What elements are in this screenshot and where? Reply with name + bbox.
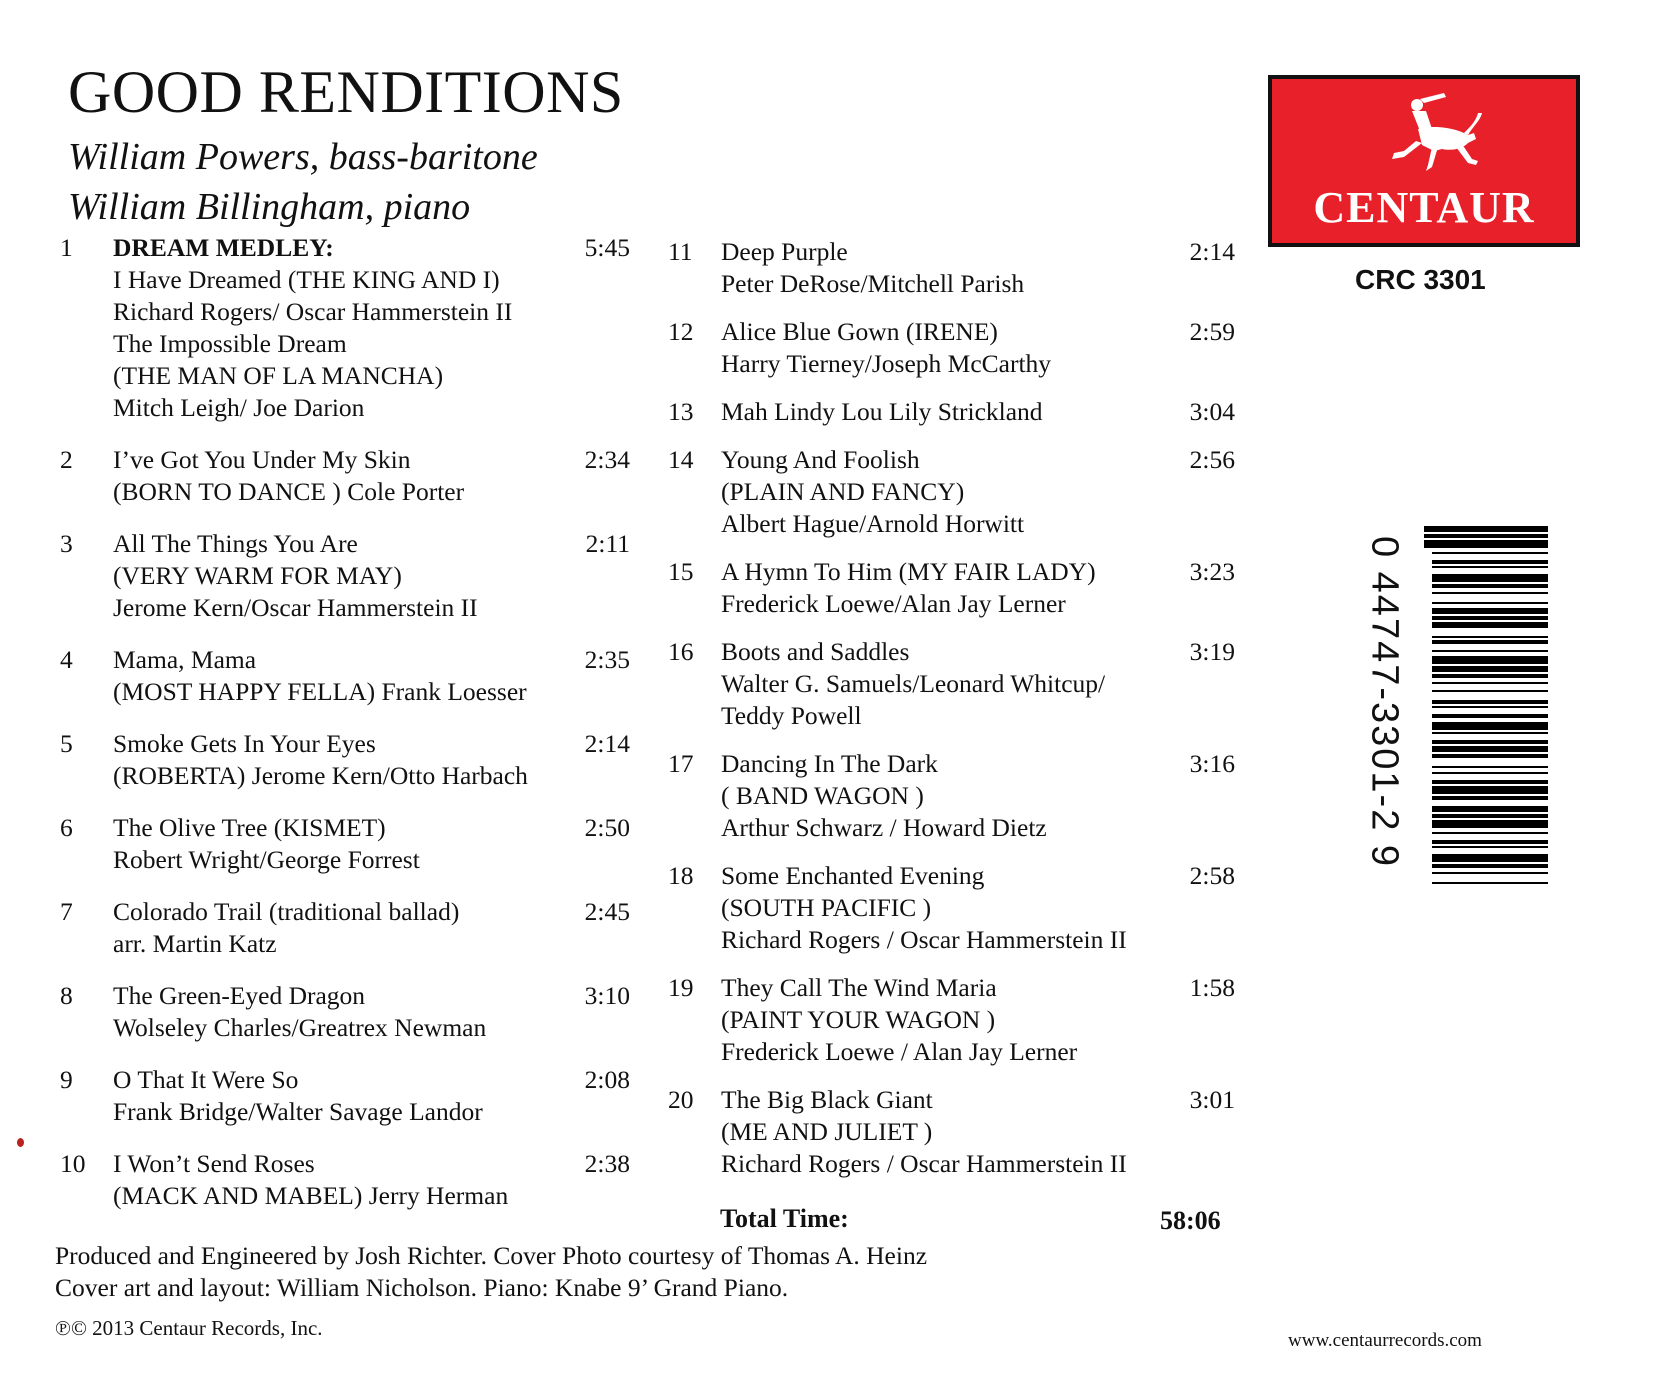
barcode-bar [1432, 772, 1548, 774]
barcode-bar [1432, 560, 1548, 564]
track-line: Richard Rogers / Oscar Hammerstein II [721, 1149, 1127, 1178]
track-number: 3 [60, 529, 73, 558]
track-description [113, 980, 486, 1044]
track-line: (VERY WARM FOR MAY) [113, 561, 402, 590]
track-line: (ROBERTA) Jerome Kern/Otto Harbach [113, 761, 528, 790]
track-time: 2:38 [584, 1149, 630, 1178]
track-time: 2:34 [584, 445, 630, 474]
track-time: 2:59 [1189, 317, 1235, 346]
barcode-bar [1432, 690, 1548, 692]
performer-line-1: William Powers, bass-baritone [68, 136, 538, 178]
track-line: arr. Martin Katz [113, 929, 277, 958]
track-description [721, 860, 1127, 956]
track-line: (BORN TO DANCE ) Cole Porter [113, 477, 465, 506]
track-time: 2:56 [1189, 445, 1235, 474]
track-line: The Impossible Dream [113, 329, 347, 358]
barcode-bar [1432, 714, 1548, 718]
barcode-bar [1432, 674, 1548, 678]
track-line: Mitch Leigh/ Joe Darion [113, 393, 365, 422]
track-line: Mah Lindy Lou Lily Strickland [721, 397, 1043, 426]
track-description [113, 444, 464, 508]
barcode-bar [1432, 622, 1548, 628]
track-line: (ME AND JULIET ) [721, 1117, 933, 1146]
track-line: ( BAND WAGON ) [721, 781, 924, 810]
barcode-bar [1432, 766, 1548, 768]
credits-line-1: Produced and Engineered by Josh Richter. Cover Photo courtesy of Thomas A. Heinz [55, 1241, 928, 1270]
barcode-bar [1432, 700, 1548, 704]
track-line: All The Things You Are [113, 529, 358, 558]
track-number: 2 [60, 445, 73, 474]
track-description [721, 1084, 1127, 1180]
track-line: Peter DeRose/Mitchell Parish [721, 269, 1025, 298]
total-time-label: Total Time: [720, 1204, 849, 1233]
total-time-value: 58:06 [1160, 1206, 1221, 1235]
track-number: 14 [668, 445, 694, 474]
track-number: 7 [60, 897, 73, 926]
barcode-bar [1432, 636, 1548, 638]
barcode-bar [1432, 566, 1548, 568]
credits-line-2: Cover art and layout: William Nicholson. Piano: Knabe 9’ Grand Piano. [55, 1273, 789, 1302]
track-line: The Big Black Giant [721, 1085, 933, 1114]
track-line: (SOUTH PACIFIC ) [721, 893, 932, 922]
track-line: Walter G. Samuels/Leonard Whitcup/ [721, 669, 1106, 698]
copyright: ℗© 2013 Centaur Records, Inc. [55, 1316, 323, 1340]
track-time: 3:10 [584, 981, 630, 1010]
barcode-bar [1432, 840, 1548, 844]
track-time: 2:11 [585, 529, 630, 558]
barcode [1424, 526, 1548, 886]
barcode-bar [1432, 608, 1548, 614]
barcode-bar [1432, 796, 1548, 800]
track-time: 5:45 [584, 233, 630, 262]
track-time: 3:16 [1189, 749, 1235, 778]
barcode-digits-text: 0 44747-3301-2 9 [1363, 535, 1406, 869]
barcode-bar [1432, 786, 1548, 794]
track-line: Robert Wright/George Forrest [113, 845, 420, 874]
barcode-bar [1432, 864, 1548, 868]
track-line: The Green-Eyed Dragon [113, 981, 366, 1010]
track-number: 16 [668, 637, 694, 666]
track-line: I Won’t Send Roses [113, 1149, 315, 1178]
performer-line-2: William Billingham, piano [68, 186, 471, 228]
track-line: I’ve Got You Under My Skin [113, 445, 411, 474]
track-line: Frederick Loewe / Alan Jay Lerner [721, 1037, 1078, 1066]
barcode-bar [1432, 592, 1548, 594]
track-time: 1:58 [1189, 973, 1235, 1002]
barcode-bar [1432, 722, 1548, 730]
track-line: Smoke Gets In Your Eyes [113, 729, 376, 758]
barcode-bar [1432, 552, 1548, 554]
track-description [113, 728, 528, 792]
track-line: Deep Purple [721, 237, 848, 266]
barcode-bar [1424, 526, 1548, 532]
track-number: 17 [668, 749, 694, 778]
track-line: Jerome Kern/Oscar Hammerstein II [113, 593, 478, 622]
track-description [113, 232, 512, 424]
track-description [113, 1148, 508, 1212]
track-line: Some Enchanted Evening [721, 861, 985, 890]
track-line: (MOST HAPPY FELLA) Frank Loesser [113, 677, 527, 706]
track-number: 6 [60, 813, 73, 842]
track-line: They Call The Wind Maria [721, 973, 997, 1002]
track-description [113, 1064, 483, 1128]
barcode-bar [1432, 832, 1548, 834]
track-line: DREAM MEDLEY: [113, 233, 334, 262]
barcode-bar [1432, 682, 1548, 684]
barcode-bar [1432, 820, 1548, 828]
track-line: Dancing In The Dark [721, 749, 938, 778]
track-description [721, 236, 1024, 300]
barcode-bar [1432, 746, 1548, 752]
track-number: 5 [60, 729, 73, 758]
website: www.centaurrecords.com [1288, 1330, 1482, 1351]
track-line: Alice Blue Gown (IRENE) [721, 317, 998, 346]
track-line: Frederick Loewe/Alan Jay Lerner [721, 589, 1066, 618]
barcode-bar [1432, 640, 1548, 644]
track-line: Harry Tierney/Joseph McCarthy [721, 349, 1052, 378]
barcode-bar [1432, 656, 1548, 664]
track-line: Colorado Trail (traditional ballad) [113, 897, 460, 926]
track-time: 2:08 [584, 1065, 630, 1094]
track-description [721, 972, 1077, 1068]
barcode-bar [1432, 602, 1548, 604]
track-description [721, 396, 1043, 428]
track-description [113, 896, 459, 960]
track-description [721, 636, 1105, 732]
track-line: (PLAIN AND FANCY) [721, 477, 965, 506]
catalog-number: CRC 3301 [1355, 264, 1486, 295]
barcode-bar [1432, 780, 1548, 784]
track-time: 3:01 [1189, 1085, 1235, 1114]
track-line: O That It Were So [113, 1065, 299, 1094]
track-number: 8 [60, 981, 73, 1010]
track-time: 2:35 [584, 645, 630, 674]
barcode-bar [1432, 666, 1548, 672]
track-number: 18 [668, 861, 694, 890]
track-line: (PAINT YOUR WAGON ) [721, 1005, 996, 1034]
barcode-digits [1364, 492, 1404, 912]
barcode-bar [1432, 574, 1548, 582]
track-time: 2:50 [584, 813, 630, 842]
track-number: 11 [668, 237, 693, 266]
track-line: Richard Rogers / Oscar Hammerstein II [721, 925, 1127, 954]
barcode-bar [1432, 854, 1548, 862]
logo-wordmark: CENTAUR [1313, 183, 1535, 232]
track-number: 4 [60, 645, 73, 674]
track-line: Teddy Powell [721, 701, 862, 730]
barcode-bar [1424, 534, 1548, 538]
barcode-bar [1432, 754, 1548, 758]
track-line: Albert Hague/Arnold Horwitt [721, 509, 1025, 538]
barcode-bar [1432, 846, 1548, 848]
track-line: The Olive Tree (KISMET) [113, 813, 386, 842]
track-line: Richard Rogers/ Oscar Hammerstein II [113, 297, 513, 326]
track-number: 10 [60, 1149, 86, 1178]
barcode-bar [1432, 584, 1548, 588]
barcode-bar [1432, 706, 1548, 708]
track-time: 2:14 [584, 729, 630, 758]
barcode-bar [1432, 650, 1548, 652]
track-time: 2:14 [1189, 237, 1235, 266]
track-line: Wolseley Charles/Greatrex Newman [113, 1013, 487, 1042]
barcode-bar [1432, 806, 1548, 812]
track-time: 3:19 [1189, 637, 1235, 666]
track-time: 3:04 [1189, 397, 1235, 426]
track-line: I Have Dreamed (THE KING AND I) [113, 265, 500, 294]
track-line: A Hymn To Him (MY FAIR LADY) [721, 557, 1096, 586]
centaur-logo [1268, 75, 1580, 247]
track-number: 20 [668, 1085, 694, 1114]
barcode-bar [1432, 882, 1548, 884]
track-number: 9 [60, 1065, 73, 1094]
track-description [721, 316, 1051, 380]
track-number: 12 [668, 317, 694, 346]
track-number: 15 [668, 557, 694, 586]
track-line: Young And Foolish [721, 445, 920, 474]
track-line: (THE MAN OF LA MANCHA) [113, 361, 444, 390]
track-number: 1 [60, 233, 73, 262]
track-line: (MACK AND MABEL) Jerry Herman [113, 1181, 509, 1210]
track-line: Arthur Schwarz / Howard Dietz [721, 813, 1047, 842]
track-line: Frank Bridge/Walter Savage Landor [113, 1097, 483, 1126]
track-description [721, 556, 1096, 620]
track-number: 19 [668, 973, 694, 1002]
track-line: Mama, Mama [113, 645, 257, 674]
track-time: 2:45 [584, 897, 630, 926]
track-description [113, 528, 478, 624]
album-title: GOOD RENDITIONS [68, 59, 624, 125]
credits [55, 1240, 927, 1304]
track-description [113, 644, 527, 708]
track-description [721, 748, 1047, 844]
barcode-bar [1432, 616, 1548, 620]
ink-mark [17, 1138, 24, 1147]
track-description [721, 444, 1024, 540]
track-time: 2:58 [1189, 861, 1235, 890]
track-time: 3:23 [1189, 557, 1235, 586]
barcode-bar [1432, 740, 1548, 744]
barcode-bar [1432, 732, 1548, 734]
barcode-bar [1432, 814, 1548, 818]
centaur-logo-icon [1382, 91, 1482, 181]
track-number: 13 [668, 397, 694, 426]
barcode-bar [1432, 872, 1548, 874]
track-description [113, 812, 420, 876]
barcode-bar [1424, 540, 1548, 548]
track-line: Boots and Saddles [721, 637, 910, 666]
